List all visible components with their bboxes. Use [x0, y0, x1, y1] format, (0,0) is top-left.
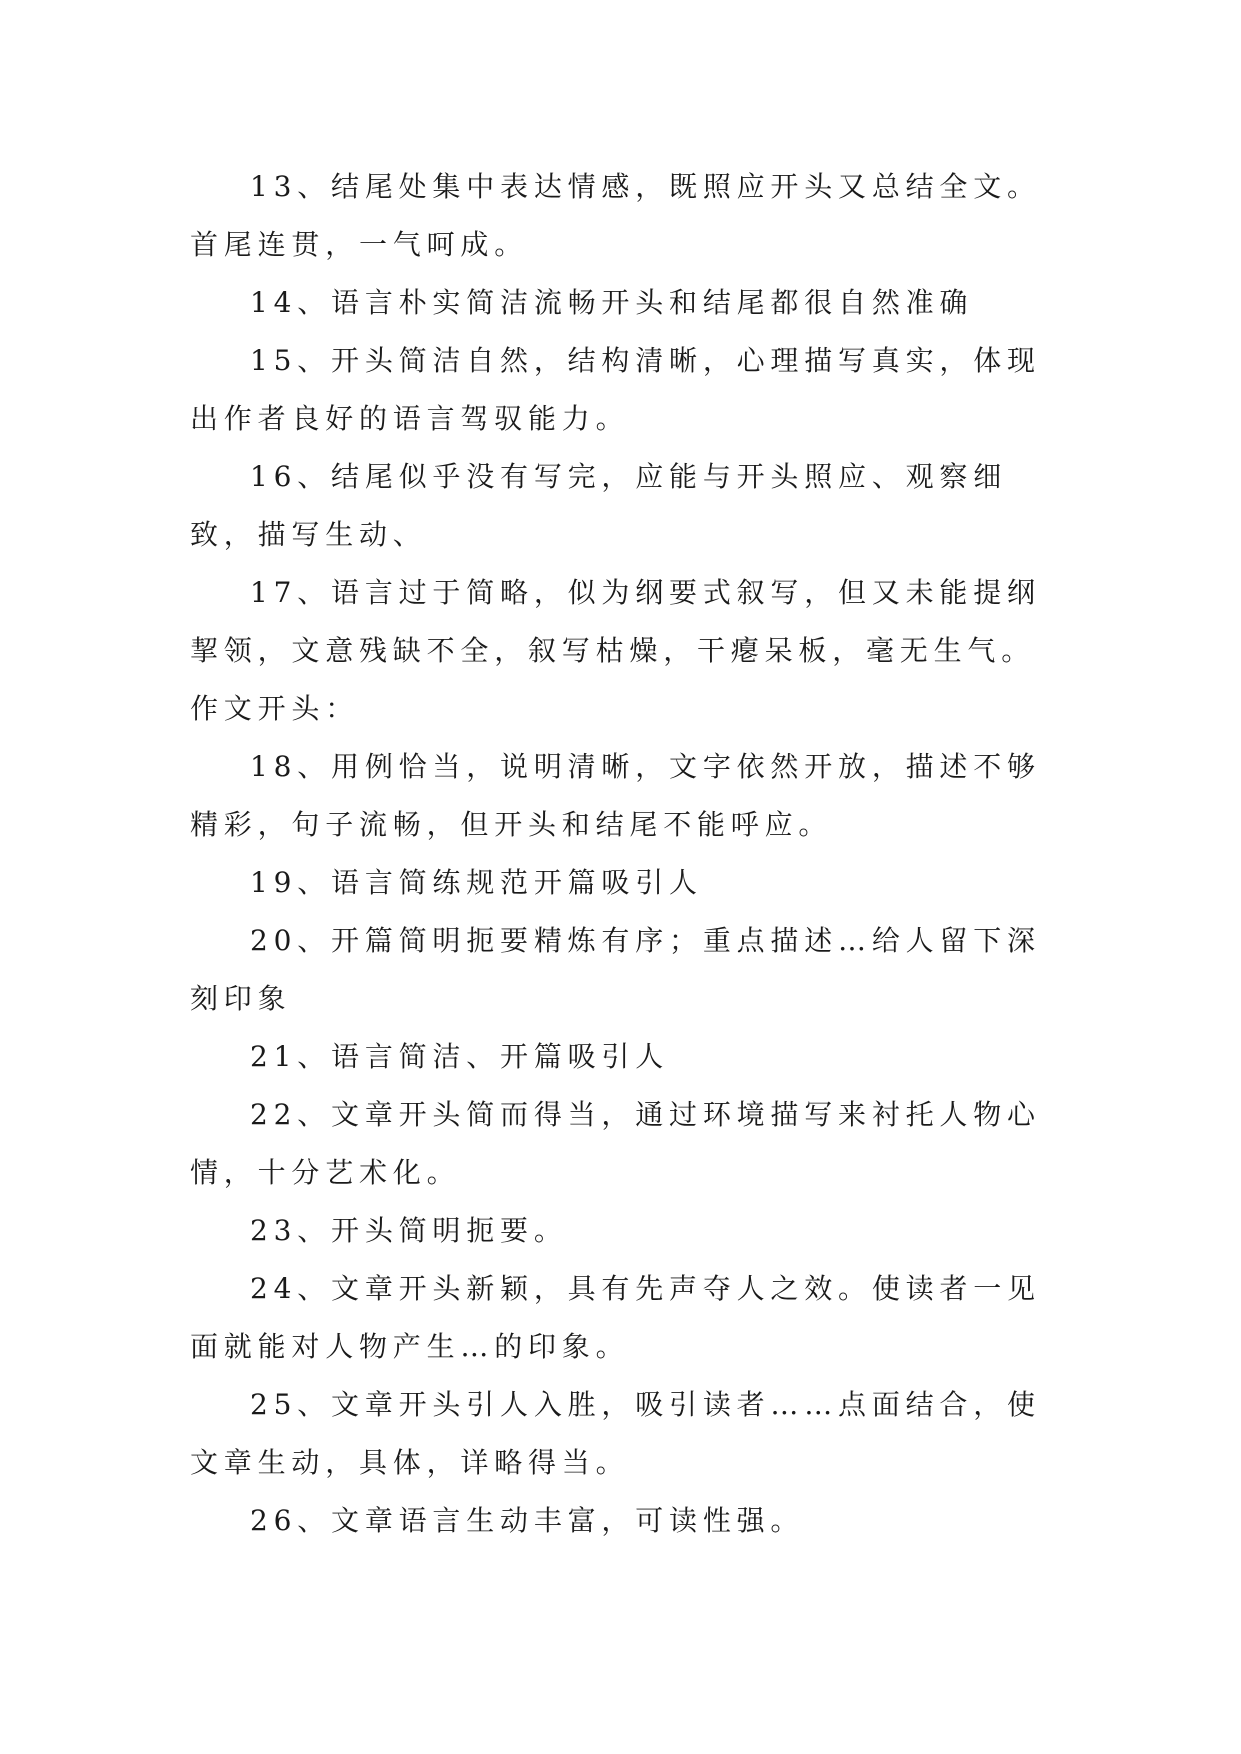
paragraph-13: 13、结尾处集中表达情感，既照应开头又总结全文。首尾连贯，一气呵成。: [190, 170, 1041, 261]
paragraph-15: 15、开头简洁自然，结构清晰，心理描写真实，体现出作者良好的语言驾驭能力。: [190, 344, 1041, 435]
paragraph-25: 25、文章开头引人入胜，吸引读者……点面结合，使文章生动，具体，详略得当。: [190, 1388, 1041, 1479]
paragraph-17: 17、语言过于简略，似为纲要式叙写，但又未能提纲挈领，文意残缺不全，叙写枯燥，干瘪呆板，毫无生气。作文开头：: [190, 576, 1041, 725]
paragraph-26: 26、文章语言生动丰富，可读性强。: [250, 1504, 805, 1537]
document-body: [190, 158, 1052, 1550]
paragraph-14: 14、语言朴实简洁流畅开头和结尾都很自然准确: [250, 286, 974, 319]
paragraph-16: 16、结尾似乎没有写完，应能与开头照应、观察细致，描写生动、: [190, 460, 1008, 551]
paragraph-22: 22、文章开头简而得当，通过环境描写来衬托人物心情，十分艺术化。: [190, 1098, 1041, 1189]
paragraph-18: 18、用例恰当，说明清晰，文字依然开放，描述不够精彩，句子流畅，但开头和结尾不能呼应。: [190, 750, 1041, 841]
paragraph-19: 19、语言简练规范开篇吸引人: [250, 866, 703, 899]
paragraph-23: 23、开头简明扼要。: [250, 1214, 568, 1247]
paragraph-24: 24、文章开头新颖，具有先声夺人之效。使读者一见面就能对人物产生…的印象。: [190, 1272, 1041, 1363]
paragraph-20: 20、开篇简明扼要精炼有序；重点描述…给人留下深刻印象: [190, 924, 1041, 1015]
paragraph-21: 21、语言简洁、开篇吸引人: [250, 1040, 670, 1073]
